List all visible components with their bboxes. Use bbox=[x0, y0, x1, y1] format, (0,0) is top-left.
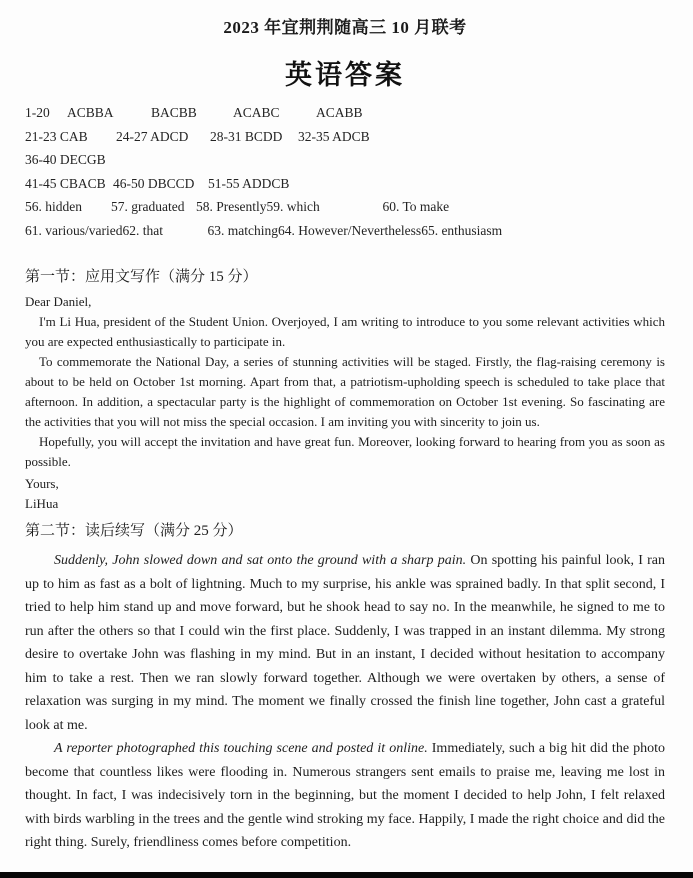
answer-group: 51-55 ADDCB bbox=[208, 175, 290, 191]
answer-row-36-40 bbox=[25, 148, 665, 172]
answer-row-1-20 bbox=[25, 101, 665, 125]
answer-group: ACABB bbox=[316, 105, 363, 120]
answer-item: 64. However/Nevertheless bbox=[277, 222, 422, 238]
essay-paragraph bbox=[25, 549, 665, 737]
answer-item: 62. that bbox=[122, 222, 163, 238]
answer-item: 56. hidden bbox=[25, 199, 82, 214]
essay-lead-sentence: A reporter photographed this touching scene and posted it online. bbox=[54, 741, 428, 756]
answer-item: 57. graduated bbox=[111, 199, 185, 214]
essay-paragraph bbox=[25, 737, 665, 855]
answer-item: 59. which bbox=[266, 199, 320, 214]
letter-paragraph: I'm Li Hua, president of the Student Union. Overjoyed, I am writing to introduce to you some relevant activities which you are expected enthusiastically to participate in. bbox=[25, 314, 665, 349]
answer-row-61-65 bbox=[25, 219, 665, 243]
answer-item: 60. To make bbox=[382, 199, 450, 214]
answer-group: 36-40 DECGB bbox=[25, 152, 106, 167]
answer-row-41-55 bbox=[25, 172, 665, 196]
letter-signature: LiHua bbox=[25, 496, 59, 511]
model-letter bbox=[25, 292, 665, 514]
letter-salutation: Dear Daniel, bbox=[25, 294, 92, 309]
essay-lead-sentence: Suddenly, John slowed down and sat onto the ground with a sharp pain. bbox=[54, 553, 467, 568]
letter-closing-block bbox=[25, 474, 665, 514]
essay-paragraph-body: On spotting his painful look, I ran up to him as fast as a bolt of lightning. Much to my surprise, his ankle was sprained badly. In that split second, I tried to help him stand up and move forward, but he shook head to say no. In the meanwhile, he signed to me to run after the others so that I could win the first place. Suddenly, I was trapped in an instant dilemma. My strong desire to overtake John was flashing in my mind. But in an instant, I decided without hesitation to accompany him to take a rest. Then we ran slowly forward together. Although we were overtaken by others, a sense of relaxation was surging in my mind. The moment we finally crossed the finish line together, John cast a grateful look at me. bbox=[25, 553, 666, 733]
answer-item: 65. enthusiasm bbox=[421, 222, 503, 238]
answer-group: 24-27 ADCD bbox=[116, 128, 189, 144]
answer-group: 41-45 CBACB bbox=[25, 175, 106, 191]
letter-closing: Yours, bbox=[25, 476, 59, 491]
answer-group: 28-31 BCDD bbox=[210, 128, 283, 144]
section-one-heading: 第一节：应用文写作（满分 15 分） bbox=[25, 269, 258, 285]
answer-group: 46-50 DBCCD bbox=[113, 175, 195, 191]
section-applied-writing bbox=[25, 267, 665, 514]
section-two-heading: 第二节：读后续写（满分 25 分） bbox=[25, 523, 243, 539]
answer-group: BACBB bbox=[151, 105, 197, 120]
answer-group: ACBBA bbox=[67, 105, 114, 120]
answer-group: ACABC bbox=[233, 105, 280, 120]
answer-item: 61. various/varied bbox=[25, 222, 123, 238]
answer-group: 32-35 ADCB bbox=[298, 128, 370, 144]
exam-title: 2023 年宜荆荆随高三 10 月联考 bbox=[223, 18, 467, 37]
letter-paragraph: To commemorate the National Day, a series of stunning activities will be staged. Firstly, the flag-raising ceremony is about to be held on October 1st morning. Apart from that, a patriotism-upholding speech is scheduled to take place that afternoon. In addition, a spectacular party is the highlight of commemoration on October 1st evening. So fascinating are the activities that you will not miss the special occasion. I am inviting you with sincerity to join us. bbox=[25, 354, 665, 429]
answer-item: 63. matching bbox=[207, 222, 278, 238]
answer-item: 58. Presently bbox=[196, 199, 267, 214]
answer-row-56-60 bbox=[25, 195, 665, 219]
essay-paragraph-body: Immediately, such a big hit did the photo become that countless likes were flooding in. Numerous strangers sent emails to praise me, leaving me lost in thought. In fact, I was indecisively torn in the beginning, but the moment I decided to help John, I felt relaxed with birds warbling in the trees and the gentle wind stroking my face. Happily, I made the right choice and did the right thing. Surely, friendliness comes before competition. bbox=[25, 741, 665, 850]
section-continuation-writing bbox=[25, 521, 665, 855]
page-title: 英语答案 bbox=[285, 60, 405, 90]
answer-key bbox=[25, 101, 665, 242]
model-essay bbox=[25, 549, 665, 855]
scan-edge-bar bbox=[0, 872, 693, 878]
answer-range: 1-20 bbox=[25, 105, 50, 120]
answer-row-21-35 bbox=[25, 125, 665, 149]
letter-paragraph: Hopefully, you will accept the invitation and have great fun. Moreover, looking forward to hearing from you as soon as possible. bbox=[25, 434, 665, 469]
answer-group: 21-23 CAB bbox=[25, 128, 88, 144]
